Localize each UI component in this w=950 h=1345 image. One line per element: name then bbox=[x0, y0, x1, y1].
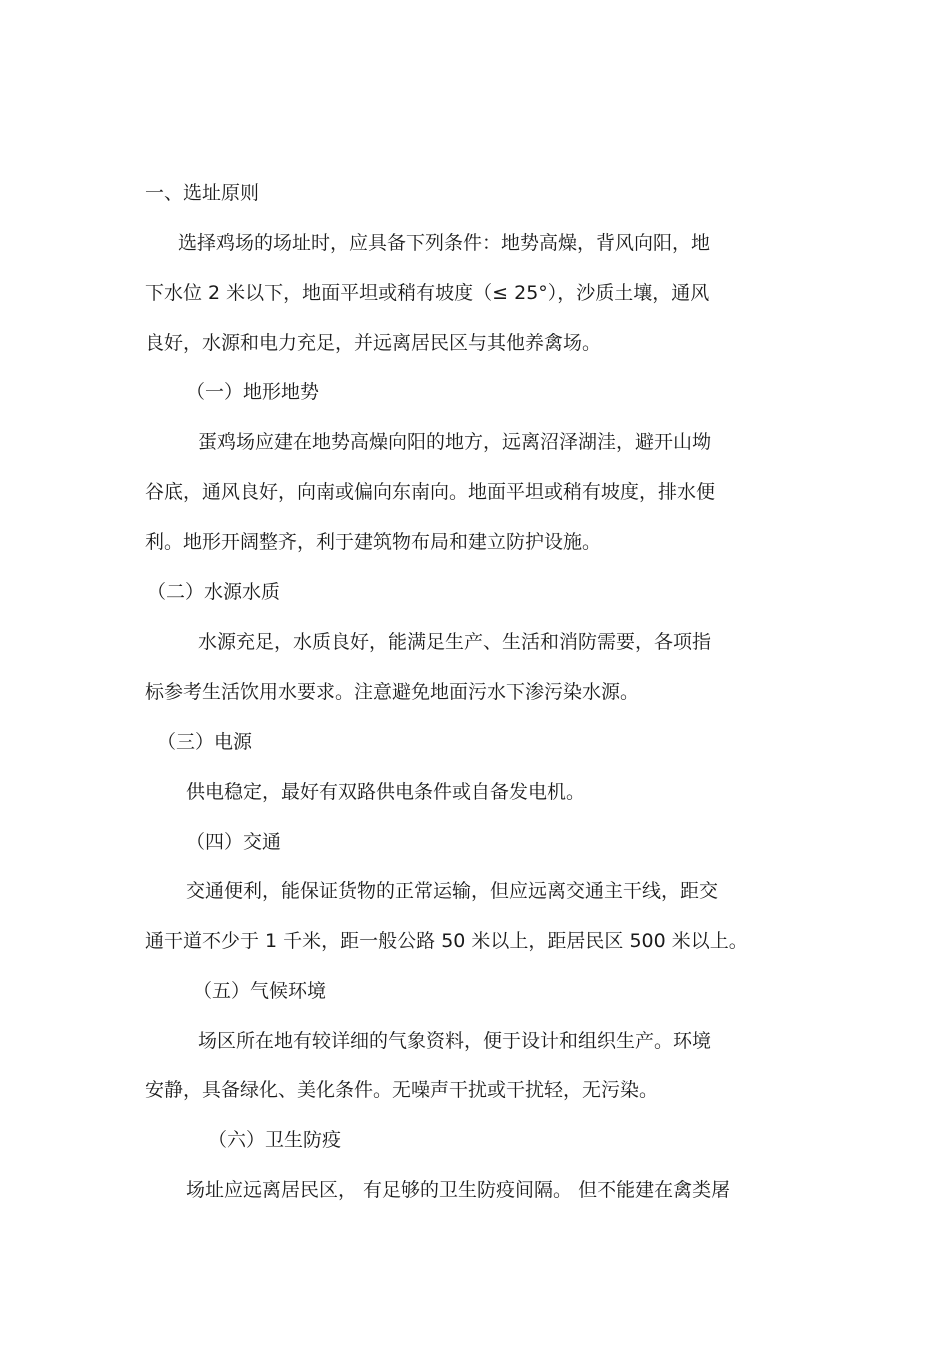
paragraph-line: 利。地形开阔整齐，利于建筑物布局和建立防护设施。 bbox=[145, 531, 602, 553]
paragraph-line: 下水位 2 米以下，地面平坦或稍有坡度（≤ 25°），沙质土壤，通风 bbox=[145, 282, 710, 304]
paragraph-line: 安静，具备绿化、美化条件。无噪声干扰或干扰轻，无污染。 bbox=[145, 1079, 659, 1101]
paragraph-line: 供电稳定，最好有双路供电条件或自备发电机。 bbox=[186, 781, 586, 803]
paragraph-line: 通干道不少于 1 千米，距一般公路 50 米以上，距居民区 500 米以上。 bbox=[145, 930, 748, 952]
paragraph-line: 良好，水源和电力充足，并远离居民区与其他养禽场。 bbox=[145, 332, 602, 354]
subheading-power-supply: （三）电源 bbox=[157, 731, 253, 753]
subheading-terrain: （一）地形地势 bbox=[186, 381, 320, 403]
paragraph-line: 场址应远离居民区， 有足够的卫生防疫间隔。 但不能建在禽类屠 bbox=[186, 1179, 731, 1201]
paragraph-line: 交通便利，能保证货物的正常运输，但应远离交通主干线，距交 bbox=[186, 880, 719, 902]
subheading-sanitation: （六）卫生防疫 bbox=[208, 1129, 342, 1151]
paragraph-line: 选择鸡场的场址时，应具备下列条件：地势高燥，背风向阳，地 bbox=[178, 232, 711, 254]
subheading-water-source: （二）水源水质 bbox=[147, 581, 281, 603]
paragraph-line: 标参考生活饮用水要求。注意避免地面污水下渗污染水源。 bbox=[145, 681, 640, 703]
section-heading-site-selection: 一、选址原则 bbox=[145, 182, 260, 204]
subheading-transportation: （四）交通 bbox=[186, 831, 282, 853]
subheading-climate: （五）气候环境 bbox=[193, 980, 327, 1002]
paragraph-line: 蛋鸡场应建在地势高燥向阳的地方，远离沼泽湖洼，避开山坳 bbox=[198, 431, 712, 453]
paragraph-line: 场区所在地有较详细的气象资料，便于设计和组织生产。环境 bbox=[198, 1030, 712, 1052]
paragraph-line: 水源充足，水质良好，能满足生产、生活和消防需要，各项指 bbox=[198, 631, 712, 653]
paragraph-line: 谷底，通风良好，向南或偏向东南向。地面平坦或稍有坡度，排水便 bbox=[145, 481, 716, 503]
